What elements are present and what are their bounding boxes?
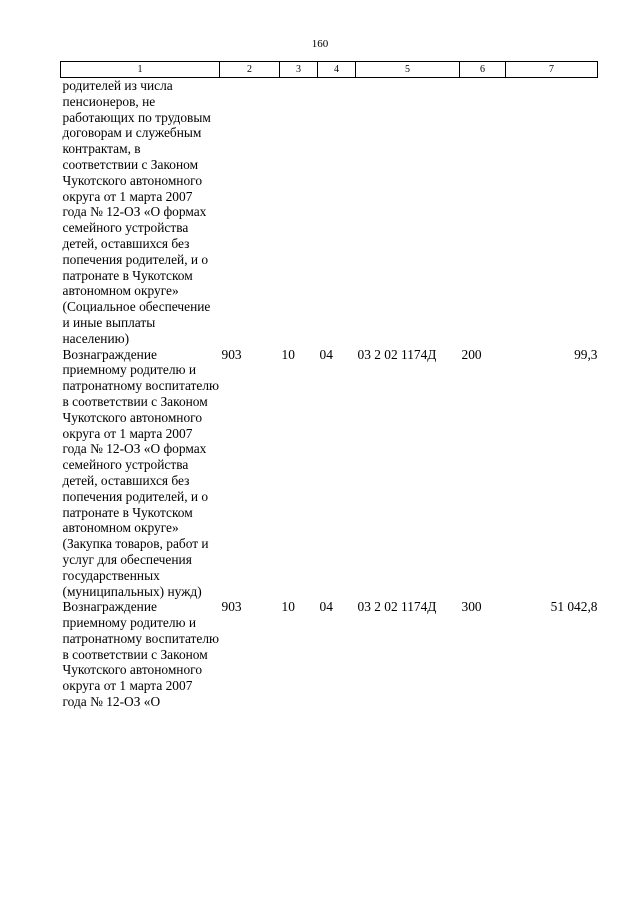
row-subsection: 04 — [319, 599, 333, 615]
budget-table — [60, 61, 598, 710]
row-expense-type: 200 — [461, 346, 482, 362]
page-number: 160 — [311, 38, 329, 50]
row-admin-code: 903 — [221, 346, 242, 362]
column-header-3: 3 — [280, 62, 318, 78]
column-header-6: 6 — [460, 62, 506, 78]
row-amount — [506, 78, 598, 347]
column-header-7: 7 — [506, 62, 598, 78]
row-target-article — [356, 78, 460, 347]
row-admin-code — [220, 78, 280, 347]
row-amount: 99,3 — [574, 346, 598, 362]
row-section: 10 — [281, 346, 295, 362]
row-expense-type: 300 — [461, 599, 482, 615]
table-row — [61, 599, 598, 710]
table-row — [61, 78, 598, 347]
row-expense-type — [460, 78, 506, 347]
row-section — [280, 78, 318, 347]
column-header-2: 2 — [220, 62, 280, 78]
row-amount: 51 042,8 — [550, 599, 598, 615]
row-admin-code: 903 — [221, 599, 242, 615]
column-header-1: 1 — [61, 62, 220, 78]
column-header-5: 5 — [356, 62, 460, 78]
row-name: Вознаграждение приемному родителю и патронатному воспитателю в соответствии с Законом Чукотского автономного округа от 1 марта 2007 года № 12-ОЗ «О формах семейного устройства детей, оставшихся без попечения родителей, и о патронате в Чукотском автономном округе» (Закупка товаров, работ и услуг для обеспечения государственных (муниципальных) нужд) — [62, 346, 220, 599]
table-row — [61, 347, 598, 600]
row-subsection: 04 — [319, 346, 333, 362]
row-name: Вознаграждение приемному родителю и патронатному воспитателю в соответствии с Законом Чукотского автономного округа от 1 марта 2007 года № 12-ОЗ «О — [62, 599, 220, 710]
row-section: 10 — [281, 599, 295, 615]
row-target-article: 03 2 02 1174Д — [357, 599, 437, 615]
row-subsection — [318, 78, 356, 347]
row-target-article: 03 2 02 1174Д — [357, 346, 437, 362]
row-name: родителей из числа пенсионеров, не работающих по трудовым договорам и служебным контрактам, в соответствии с Законом Чукотского автономного округа от 1 марта 2007 года № 12-ОЗ «О формах семейного устройства детей, оставшихся без попечения родителей, и о патронате в Чукотском автономном округе» (Социальное обеспечение и иные выплаты населению) — [62, 78, 211, 346]
table-header-row — [61, 62, 598, 78]
column-header-4: 4 — [318, 62, 356, 78]
